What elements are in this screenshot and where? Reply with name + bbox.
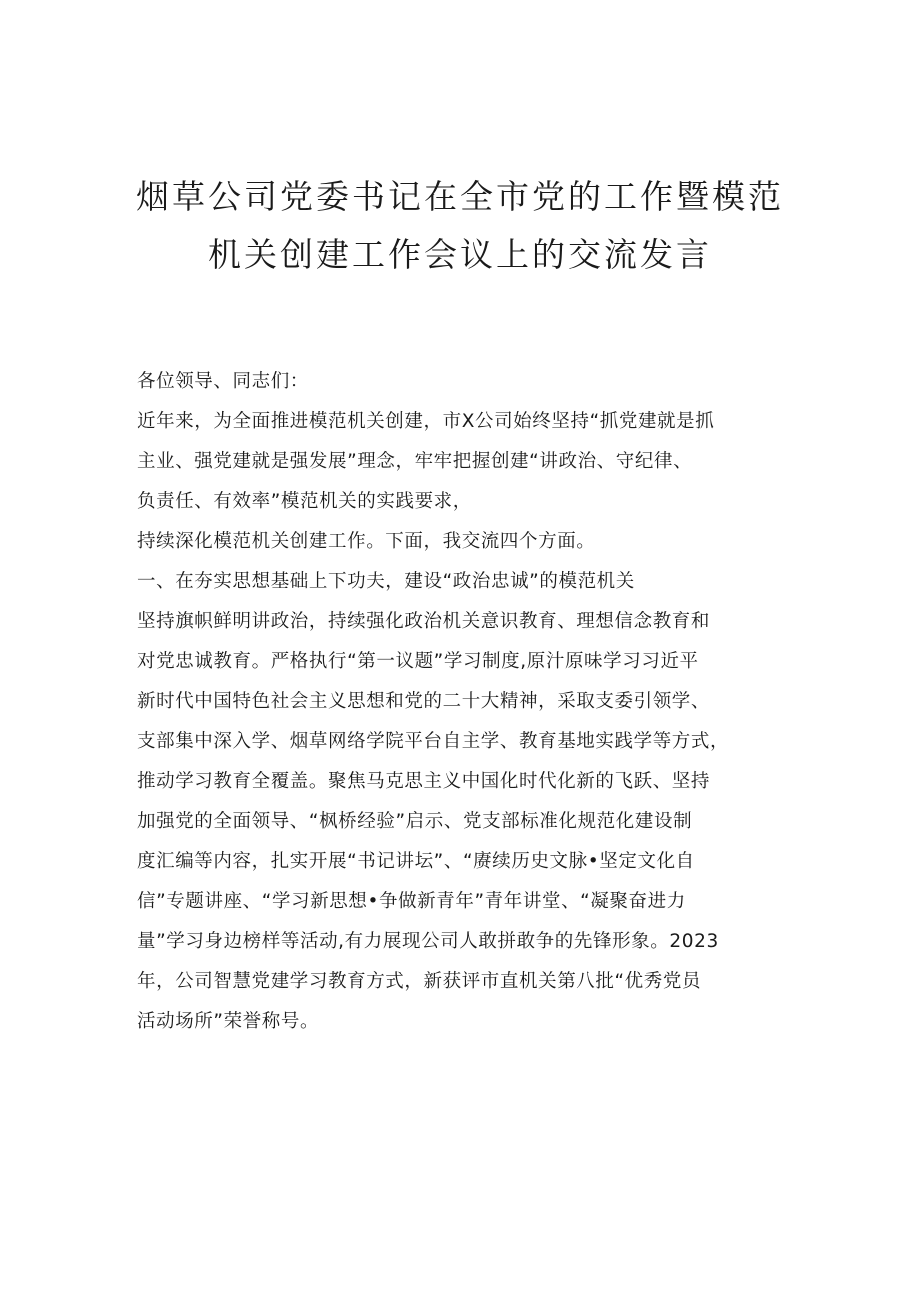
body-line: 负责任、有效率”模范机关的实践要求， bbox=[137, 491, 472, 512]
document-title bbox=[0, 168, 920, 284]
body-line: 持续深化模范机关创建工作。下面，我交流四个方面。 bbox=[137, 531, 596, 552]
title-line-2: 机关创建工作会议上的交流发言 bbox=[208, 235, 712, 274]
body-line: 近年来，为全面推进模范机关创建，市X公司始终坚持“抓党建就是抓 bbox=[137, 411, 715, 432]
body-line: 信”专题讲座、“学习新思想•争做新青年”青年讲堂、“凝聚奋进力 bbox=[137, 891, 686, 912]
body-line: 加强党的全面领导、“枫桥经验”启示、党支部标准化规范化建设制 bbox=[137, 811, 693, 832]
body-line: 主业、强党建就是强发展”理念，牢牢把握创建“讲政治、守纪律、 bbox=[137, 451, 693, 472]
body-line: 年，公司智慧党建学习教育方式，新获评市直机关第八批“优秀党员 bbox=[137, 971, 702, 992]
document-body bbox=[137, 362, 797, 1042]
body-line: 量”学习身边榜样等活动,有力展现公司人敢拼敢争的先锋形象。2023 bbox=[137, 931, 719, 952]
body-line: 坚持旗帜鲜明讲政治，持续强化政治机关意识教育、理想信念教育和 bbox=[137, 611, 711, 632]
salutation: 各位领导、同志们： bbox=[137, 371, 309, 392]
body-line: 支部集中深入学、烟草网络学院平台自主学、教育基地实践学等方式， bbox=[137, 731, 730, 752]
title-line-1: 烟草公司党委书记在全市党的工作暨模范 bbox=[136, 177, 784, 216]
body-line: 活动场所”荣誉称号。 bbox=[137, 1011, 320, 1032]
body-line: 新时代中国特色社会主义思想和党的二十大精神，采取支委引领学、 bbox=[137, 691, 711, 712]
body-line: 对党忠诚教育。严格执行“第一议题”学习制度,原汁原味学习习近平 bbox=[137, 651, 699, 672]
body-line: 推动学习教育全覆盖。聚焦马克思主义中国化时代化新的飞跃、坚持 bbox=[137, 771, 711, 792]
body-line: 度汇编等内容，扎实开展“书记讲坛”、“赓续历史文脉•坚定文化自 bbox=[137, 851, 695, 872]
section-heading: 一、在夯实思想基础上下功夫，建设“政治忠诚”的模范机关 bbox=[137, 571, 635, 592]
